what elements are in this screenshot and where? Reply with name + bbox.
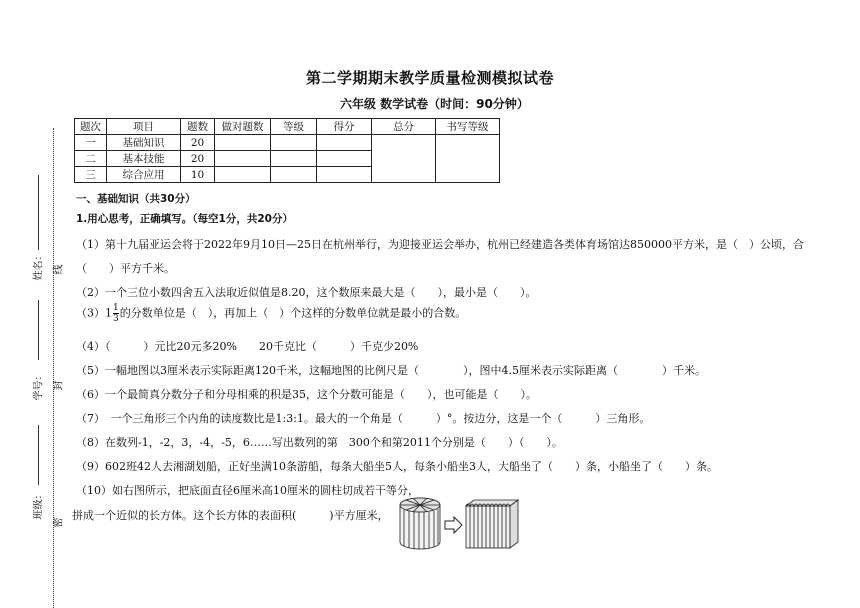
table-header-cell: 等级 <box>271 119 317 135</box>
question-4: （4）（ ）元比20元多20% 20千克比（ ）千克少20% <box>76 340 419 353</box>
table-cell <box>271 135 317 151</box>
table-cell: 二 <box>75 151 107 167</box>
writing-grade-cell <box>436 135 500 183</box>
question-7: （7） 一个三角形三个内角的读度数比是1:3:1。最大的一个角是（ ）°。按边分，这是一个（ ）三角形。 <box>76 412 651 425</box>
table-cell <box>215 135 271 151</box>
question-6: （6）一个最简真分数分子和分母相乘的积是35，这个分数可能是（ ），也可能是（ ）。 <box>76 388 537 401</box>
question-5: （5）一幅地图以3厘米表示实际距离120千米，这幅地图的比例尺是（ ），图中4.5厘米表示实际距离（ ）千米。 <box>76 364 706 377</box>
question-10-line-2: 拼成一个近似的长方体。这个长方体的表面积( )平方厘米， <box>72 509 389 522</box>
cylinder-to-cuboid-figure <box>398 496 522 552</box>
mixed-fraction <box>113 303 119 324</box>
seal-label: 封 <box>53 380 65 391</box>
page-subtitle: 六年级 数学试卷（时间：90分钟） <box>340 97 529 111</box>
table-header-cell: 总分 <box>372 119 436 135</box>
table-cell <box>271 167 317 183</box>
table-cell: 基础知识 <box>107 135 181 151</box>
table-header-cell: 书写等级 <box>436 119 500 135</box>
table-cell: 三 <box>75 167 107 183</box>
table-cell: 一 <box>75 135 107 151</box>
secret-label: 密 <box>53 517 65 528</box>
table-header-row <box>75 119 500 135</box>
binding-line-bottom <box>38 425 39 485</box>
binding-dotted-line <box>53 128 54 608</box>
question-1-line-2: （ ）平方千米。 <box>76 262 175 275</box>
total-score-cell <box>372 135 436 183</box>
binding-line-top <box>38 175 39 250</box>
id-label: 学号： <box>33 370 45 401</box>
table-cell: 20 <box>181 151 215 167</box>
question-8: （8）在数列-1，-2，3，-4，-5，6……写出数列的第 300个和第2011个分别是（ ）（ ）。 <box>76 436 563 449</box>
cuboid-icon <box>466 500 518 548</box>
table-cell <box>317 151 372 167</box>
question-9: （9）602班42人去湘湖划船，正好坐满10条游船，每条大船坐5人，每条小船坐3人，大船坐了（ ）条，小船坐了（ ）条。 <box>76 460 718 473</box>
class-label: 班级： <box>33 489 45 520</box>
section-heading: 一、基础知识（共30分） <box>76 193 196 205</box>
table-header-cell: 得分 <box>317 119 372 135</box>
line-label: 线 <box>53 264 65 275</box>
question-1-line-1: （1）第十九届亚运会将于2022年9月10日—25日在杭州举行，为迎接亚运会举办，杭州已经建造各类体育场馆达850000平方米，是（ ）公顷，合 <box>76 238 804 251</box>
score-table <box>74 118 500 183</box>
sliced-cylinder-icon <box>400 498 440 549</box>
table-cell: 综合应用 <box>107 167 181 183</box>
fraction-numerator: 1 <box>113 303 119 313</box>
part-heading: 1.用心思考，正确填写。（每空1分，共20分） <box>76 213 293 225</box>
table-header-cell: 题数 <box>181 119 215 135</box>
name-label: 姓名： <box>33 250 45 281</box>
question-3-text: 的分数单位是（ ），再加上（ ）个这样的分数单位就是最小的合数。 <box>119 306 467 320</box>
table-row <box>75 135 500 151</box>
arrow-right-icon <box>445 517 462 533</box>
fraction-denominator: 3 <box>113 314 119 324</box>
table-cell: 基本技能 <box>107 151 181 167</box>
question-3 <box>76 303 466 324</box>
table-cell <box>271 151 317 167</box>
table-cell <box>215 151 271 167</box>
question-3-prefix: （3）1 <box>76 306 112 320</box>
table-cell <box>317 167 372 183</box>
page-title: 第二学期期末教学质量检测模拟试卷 <box>305 69 554 87</box>
table-header-cell: 做对题数 <box>215 119 271 135</box>
binding-line-mid <box>38 300 39 360</box>
table-cell: 20 <box>181 135 215 151</box>
table-cell <box>215 167 271 183</box>
table-cell: 10 <box>181 167 215 183</box>
question-10-line-1: （10）如右图所示，把底面直径6厘米高10厘米的圆柱切成若干等分， <box>76 484 419 497</box>
table-header-cell: 题次 <box>75 119 107 135</box>
question-2: （2）一个三位小数四舍五入法取近似值是8.20，这个数原来最大是（ ），最小是（ ）。 <box>76 286 537 299</box>
table-header-cell: 项目 <box>107 119 181 135</box>
table-cell <box>317 135 372 151</box>
